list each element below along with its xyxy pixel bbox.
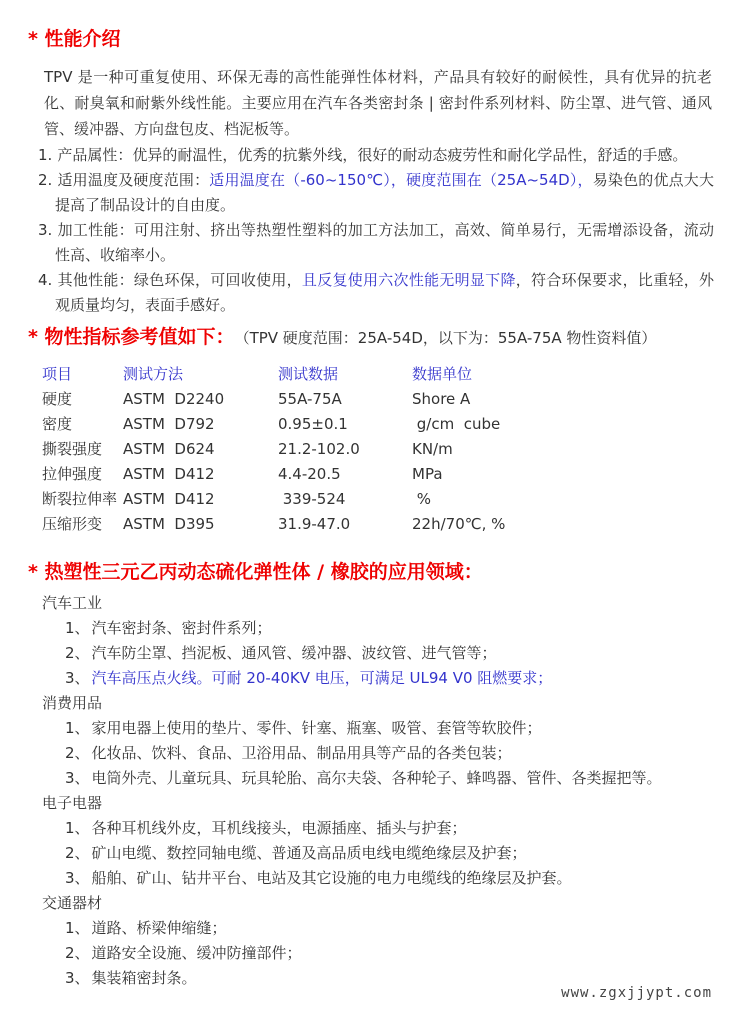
item-number: 1、 xyxy=(65,619,90,637)
item-number: 3、 xyxy=(65,769,90,787)
item-text: ，符合环保要求，比重轻，外观质量均匀，表面手感好。 xyxy=(55,271,714,314)
table-header-data: 测试数据 xyxy=(278,365,339,383)
properties-section-subtitle: （TPV 硬度范围：25A-54D，以下为：55A-75A 物性资料值） xyxy=(234,329,657,347)
table-cell: 密度 xyxy=(42,415,73,433)
item-number: 3. xyxy=(38,221,53,239)
table-cell: ASTM D412 xyxy=(123,465,215,483)
item-text: 易染色的优点大大提高了制品设计的自由度。 xyxy=(55,171,714,214)
table-header-item: 项目 xyxy=(42,365,73,383)
table-cell: 22h/70℃, % xyxy=(412,515,506,533)
performance-item-2 xyxy=(0,168,714,218)
item-text: 矿山电缆、数控同轴电缆、普通及高品质电线电缆绝缘层及护套； xyxy=(91,844,527,862)
table-cell: KN/m xyxy=(412,440,453,458)
table-cell: MPa xyxy=(412,465,443,483)
item-text: 其他性能：绿色环保，可回收使用， xyxy=(57,271,302,289)
performance-section-title: * 性能介绍 xyxy=(28,28,121,50)
table-cell: ASTM D2240 xyxy=(123,390,225,408)
table-cell: 0.95±0.1 xyxy=(278,415,348,433)
item-text: 道路、桥梁伸缩缝； xyxy=(91,919,227,937)
application-item xyxy=(0,741,750,766)
application-item xyxy=(0,941,750,966)
application-item xyxy=(0,841,750,866)
item-text: 道路安全设施、缓冲防撞部件； xyxy=(91,944,302,962)
application-item xyxy=(0,616,750,641)
table-cell: ASTM D395 xyxy=(123,515,215,533)
table-header-unit: 数据单位 xyxy=(412,365,473,383)
table-header-method: 测试方法 xyxy=(123,365,184,383)
properties-section-header xyxy=(0,326,750,348)
table-cell: 21.2-102.0 xyxy=(278,440,360,458)
item-number: 2. xyxy=(38,171,53,189)
item-number: 2、 xyxy=(65,944,90,962)
application-item xyxy=(0,816,750,841)
properties-table xyxy=(42,362,750,537)
item-number: 2、 xyxy=(65,844,90,862)
table-cell: 拉伸强度 xyxy=(42,465,103,483)
performance-item-1 xyxy=(0,143,714,168)
item-number: 1、 xyxy=(65,919,90,937)
item-text: 汽车防尘罩、挡泥板、通风管、缓冲器、波纹管、进气管等； xyxy=(91,644,497,662)
table-cell: 55A-75A xyxy=(278,390,342,408)
item-text: 集装箱密封条。 xyxy=(91,969,197,987)
item-text: 家用电器上使用的垫片、零件、针塞、瓶塞、吸管、套管等软胶件； xyxy=(91,719,542,737)
item-text: 加工性能：可用注射、挤出等热塑性塑料的加工方法加工，高效、简单易行，无需增添设备，流动性高、收缩率小。 xyxy=(55,221,714,264)
item-number: 2、 xyxy=(65,744,90,762)
item-number: 2、 xyxy=(65,644,90,662)
performance-list xyxy=(0,143,714,318)
properties-section-title: * 物性指标参考值如下： xyxy=(28,326,235,348)
table-cell: ASTM D624 xyxy=(123,440,215,458)
group-title-consumer: 消费用品 xyxy=(42,694,103,712)
item-text: 各种耳机线外皮，耳机线接头，电源插座、插头与护套； xyxy=(91,819,467,837)
item-text: 化妆品、饮料、食品、卫浴用品、制品用具等产品的各类包装； xyxy=(91,744,512,762)
table-cell: 撕裂强度 xyxy=(42,440,103,458)
item-text-highlight: 且反复使用六次性能无明显下降 xyxy=(301,271,516,289)
application-item xyxy=(0,641,750,666)
item-number: 1、 xyxy=(65,719,90,737)
item-text: 适用温度及硬度范围： xyxy=(57,171,210,189)
intro-paragraph: TPV 是一种可重复使用、环保无毒的高性能弹性体材料，产品具有较好的耐候性，具有优异的抗老化、耐臭氧和耐紫外线性能。主要应用在汽车各类密封条 | 密封件系列材料、防尘罩、进气管、通风管、缓冲器、方向盘包皮、档泥板等。 xyxy=(44,68,712,138)
application-item xyxy=(0,716,750,741)
table-cell: 硬度 xyxy=(42,390,73,408)
item-text: 船舶、矿山、钻井平台、电站及其它设施的电力电缆线的绝缘层及护套。 xyxy=(91,869,572,887)
group-title-traffic: 交通器材 xyxy=(42,894,103,912)
table-cell: % xyxy=(412,490,432,508)
application-item xyxy=(0,916,750,941)
applications-list xyxy=(0,591,750,991)
table-cell: 339-524 xyxy=(278,490,346,508)
item-text: 电筒外壳、儿童玩具、玩具轮胎、高尔夫袋、各种轮子、蜂鸣器、管件、各类握把等。 xyxy=(91,769,662,787)
application-item xyxy=(0,666,750,691)
table-cell: 31.9-47.0 xyxy=(278,515,351,533)
table-cell: 断裂拉伸率 xyxy=(42,490,118,508)
table-cell: Shore A xyxy=(412,390,471,408)
group-title-electronics: 电子电器 xyxy=(42,794,103,812)
item-number: 1、 xyxy=(65,819,90,837)
site-watermark: www.zgxjjypt.com xyxy=(561,985,712,1001)
table-cell: ASTM D412 xyxy=(123,490,215,508)
applications-section-title: * 热塑性三元乙丙动态硫化弹性体 / 橡胶的应用领域： xyxy=(28,561,483,583)
performance-item-4 xyxy=(0,268,714,318)
item-number: 1. xyxy=(38,146,53,164)
item-number: 3、 xyxy=(65,669,90,687)
application-item xyxy=(0,766,750,791)
item-number: 3、 xyxy=(65,969,90,987)
item-number: 3、 xyxy=(65,869,90,887)
item-text-highlight: 适用温度在（-60~150℃），硬度范围在（25A~54D）， xyxy=(209,171,593,189)
item-text: 产品属性：优异的耐温性，优秀的抗紫外线，很好的耐动态疲劳性和耐化学品性，舒适的手感。 xyxy=(57,146,688,164)
table-cell: 压缩形变 xyxy=(42,515,103,533)
item-text-highlight: 汽车高压点火线。可耐 20-40KV 电压，可满足 UL94 V0 阻燃要求； xyxy=(91,669,553,687)
table-cell: g/cm cube xyxy=(412,415,501,433)
table-cell: 4.4-20.5 xyxy=(278,465,341,483)
item-text: 汽车密封条、密封件系列； xyxy=(91,619,272,637)
performance-item-3 xyxy=(0,218,714,268)
application-item xyxy=(0,866,750,891)
item-number: 4. xyxy=(38,271,53,289)
table-cell: ASTM D792 xyxy=(123,415,215,433)
group-title-automotive: 汽车工业 xyxy=(42,594,103,612)
